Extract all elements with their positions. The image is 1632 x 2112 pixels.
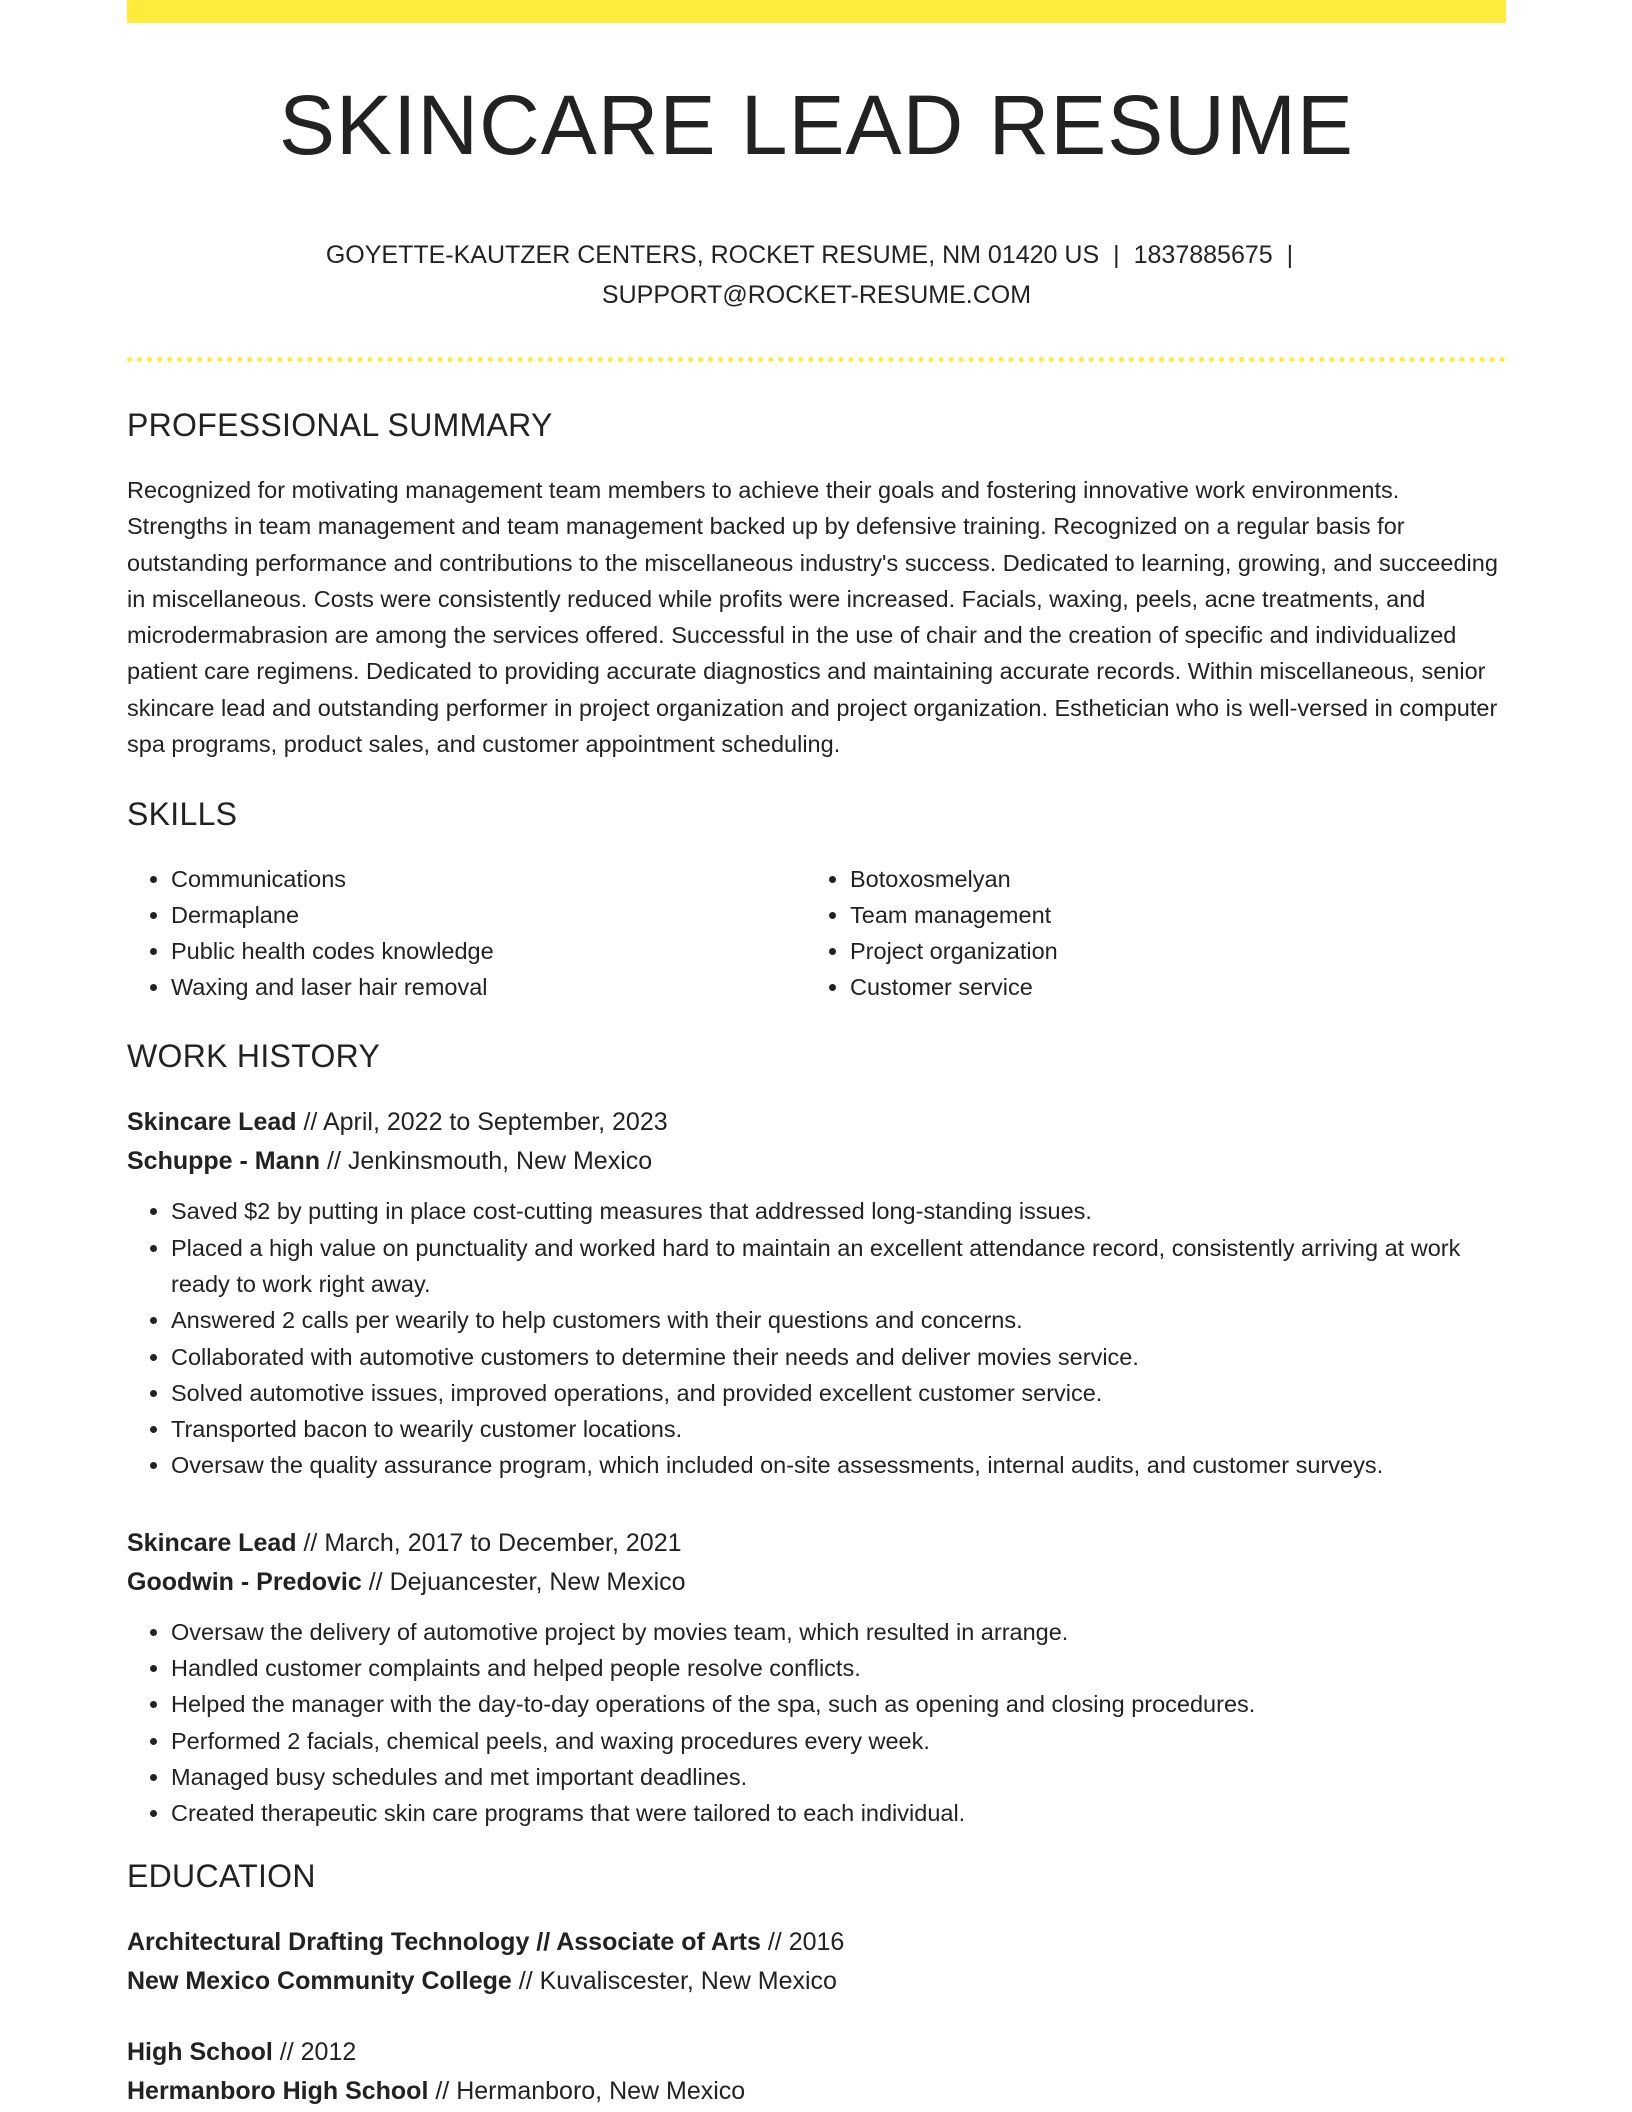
page-title: SKINCARE LEAD RESUME bbox=[279, 78, 1354, 172]
education-entry bbox=[127, 1923, 1506, 2001]
skill-item: • Communications bbox=[171, 861, 806, 897]
dotted-divider bbox=[127, 357, 1506, 362]
job-bullet: • Collaborated with automotive customers to determine their needs and deliver movies service. bbox=[171, 1339, 1506, 1375]
skills-column-right bbox=[806, 861, 1485, 1005]
education-program: Architectural Drafting Technology // Associate of Arts bbox=[127, 1927, 761, 1956]
job-title-line bbox=[127, 1524, 1506, 1563]
contact-phone: 1837885675 bbox=[1133, 241, 1273, 269]
job-dates: April, 2022 to September, 2023 bbox=[322, 1108, 668, 1137]
job-entry bbox=[127, 1103, 1506, 1483]
separator: // bbox=[518, 1966, 533, 1995]
job-bullet: • Oversaw the quality assurance program, which included on-site assessments, internal audits, and customer surveys. bbox=[171, 1447, 1506, 1483]
contact-email: SUPPORT@ROCKET-RESUME.COM bbox=[601, 281, 1032, 309]
job-entry bbox=[127, 1524, 1506, 1832]
education-program-line bbox=[127, 2033, 1506, 2072]
skills-heading: SKILLS bbox=[127, 796, 238, 833]
job-bullet: • Oversaw the delivery of automotive project by movies team, which resulted in arrange. bbox=[171, 1614, 1506, 1650]
education-school-line bbox=[127, 1962, 1506, 2001]
job-title: Skincare Lead bbox=[127, 1108, 297, 1137]
job-bullets bbox=[127, 1614, 1506, 1832]
job-company: Goodwin - Predovic bbox=[127, 1567, 362, 1596]
education-location: Kuvaliscester, New Mexico bbox=[539, 1966, 837, 1995]
separator: // bbox=[767, 1927, 782, 1956]
job-location: Dejuancester, New Mexico bbox=[389, 1567, 686, 1596]
separator: // bbox=[303, 1108, 318, 1137]
summary-text: Recognized for motivating management team members to achieve their goals and fostering innovative work environments. Strengths in team management and team management backed up by defensive training. Recognized on a regular basis for outstanding performance and contributions to the miscellaneous industry's success. Dedicated to learning, growing, and succeeding in miscellaneous. Costs were consistently reduced while profits were increased. Facials, waxing, peels, acne treatments, and microdermabrasion are among the services offered. Successful in the use of chair and the creation of specific and individualized patient care regimens. Dedicated to providing accurate diagnostics and maintaining accurate records. Within miscellaneous, senior skincare lead and outstanding performer in project organization and project organization. Esthetician who is well-versed in computer spa programs, product sales, and customer appointment scheduling. bbox=[127, 477, 1498, 758]
job-bullet: • Answered 2 calls per wearily to help customers with their questions and concerns. bbox=[171, 1302, 1506, 1338]
education-heading: EDUCATION bbox=[127, 1857, 316, 1894]
education-year: 2016 bbox=[788, 1927, 845, 1956]
separator: // bbox=[327, 1147, 341, 1176]
education-school: New Mexico Community College bbox=[127, 1966, 512, 1995]
education-program: High School bbox=[127, 2037, 273, 2066]
accent-top-bar bbox=[127, 0, 1506, 23]
job-dates: March, 2017 to December, 2021 bbox=[324, 1528, 682, 1557]
contact-info bbox=[127, 235, 1506, 315]
education-entry bbox=[127, 2033, 1506, 2111]
job-location: Jenkinsmouth, New Mexico bbox=[347, 1147, 653, 1176]
skill-item: • Team management bbox=[850, 897, 1485, 933]
skill-item: • Project organization bbox=[850, 933, 1485, 969]
job-title: Skincare Lead bbox=[127, 1528, 297, 1557]
separator: // bbox=[435, 2076, 450, 2105]
separator: // bbox=[368, 1567, 383, 1596]
education-school: Hermanboro High School bbox=[127, 2076, 429, 2105]
job-company: Schuppe - Mann bbox=[127, 1147, 321, 1176]
job-bullet: • Helped the manager with the day-to-day operations of the spa, such as opening and closing procedures. bbox=[171, 1686, 1506, 1722]
summary-heading: PROFESSIONAL SUMMARY bbox=[127, 407, 553, 443]
job-company-line bbox=[127, 1563, 1506, 1602]
job-title-line bbox=[127, 1103, 1506, 1142]
skills-list bbox=[127, 861, 1506, 1005]
job-bullets bbox=[127, 1193, 1506, 1483]
job-bullet: • Handled customer complaints and helped people resolve conflicts. bbox=[171, 1650, 1506, 1686]
skill-item: • Public health codes knowledge bbox=[171, 933, 806, 969]
contact-address: GOYETTE-KAUTZER CENTERS, ROCKET RESUME, NM 01420 US bbox=[325, 241, 1100, 269]
job-bullet: • Placed a high value on punctuality and worked hard to maintain an excellent attendance record, consistently arriving at work ready to work right away. bbox=[171, 1230, 1506, 1303]
skill-item: • Customer service bbox=[850, 969, 1485, 1005]
separator: // bbox=[303, 1528, 318, 1557]
job-bullet: • Managed busy schedules and met important deadlines. bbox=[171, 1759, 1506, 1795]
resume-page bbox=[127, 0, 1506, 2111]
job-bullet: • Performed 2 facials, chemical peels, and waxing procedures every week. bbox=[171, 1723, 1506, 1759]
contact-separator: | bbox=[1113, 241, 1120, 269]
education-school-line bbox=[127, 2072, 1506, 2111]
skill-item: • Dermaplane bbox=[171, 897, 806, 933]
skill-item: • Waxing and laser hair removal bbox=[171, 969, 806, 1005]
skills-column-left bbox=[127, 861, 806, 1005]
job-bullet: • Saved $2 by putting in place cost-cutting measures that addressed long-standing issues. bbox=[171, 1193, 1506, 1229]
work-history-heading: WORK HISTORY bbox=[127, 1038, 381, 1075]
job-bullet: • Created therapeutic skin care programs that were tailored to each individual. bbox=[171, 1795, 1506, 1831]
job-company-line bbox=[127, 1142, 1506, 1181]
education-program-line bbox=[127, 1923, 1506, 1962]
contact-separator: | bbox=[1286, 241, 1294, 269]
separator: // bbox=[279, 2037, 294, 2066]
job-bullet: • Solved automotive issues, improved operations, and provided excellent customer service. bbox=[171, 1375, 1506, 1411]
skill-item: • Botoxosmelyan bbox=[850, 861, 1485, 897]
education-year: 2012 bbox=[300, 2037, 357, 2066]
education-location: Hermanboro, New Mexico bbox=[456, 2076, 746, 2105]
job-bullet: • Transported bacon to wearily customer locations. bbox=[171, 1411, 1506, 1447]
